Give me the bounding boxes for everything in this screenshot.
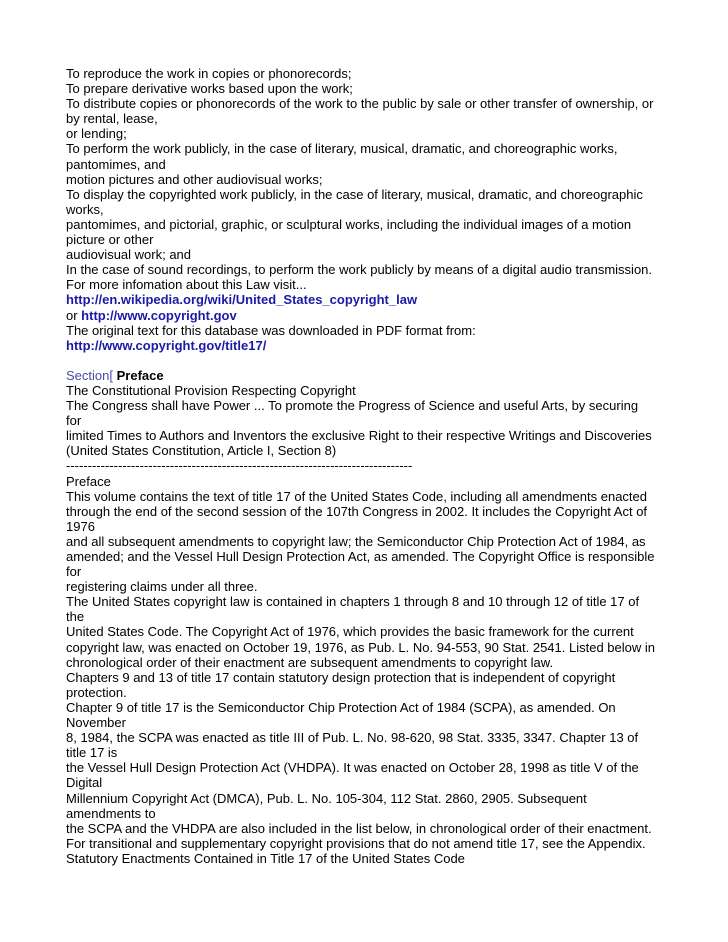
text-line: 8, 1984, the SCPA was enacted as title III of Pub. L. No. 98-620, 98 Stat. 3335, 3347. Chapter 13 of [66,730,639,746]
text-line: title 17 is [66,745,118,761]
text-line: For more infomation about this Law visit... [66,277,307,293]
text-line: amended; and the Vessel Hull Design Protection Act, as amended. The Copyright Office is responsible [66,549,655,564]
text-line: Chapters 9 and 13 of title 17 contain statutory design protection that is independent of copyright [66,669,616,685]
copyright-gov-link[interactable]: http://www.copyright.gov [81,307,237,323]
section-label: Section[ [66,367,113,383]
text-line: protection. [66,684,127,700]
text-line: November [66,715,126,731]
text-line: for [66,413,82,429]
document-page [66,66,666,866]
text-line: The Constitutional Provision Respecting Copyright [66,382,356,398]
text-line: The Congress shall have Power ... To promote the Progress of Science and useful Arts, by securing [66,398,639,414]
text-line: copyright law, was enacted on October 19, 1976, as Pub. L. No. 94-553, 90 Stat. 2541. Listed below in [66,639,655,655]
text-line: the Vessel Hull Design Protection Act (VHDPA). It was enacted on October 28, 1998 as title V of the [66,760,639,776]
text-line: the SCPA and the VHDPA are also included in the list below, in chronological order of their enactment. [66,820,652,836]
section-title: Preface [116,367,164,383]
section-heading [66,368,666,383]
text-line: or lending; [66,126,127,142]
text-line: pantomimes, and [66,156,166,172]
text-line: Millennium Copyright Act (DMCA), Pub. L. No. 105-304, 112 Stat. 2860, 2905. Subsequent [66,790,587,806]
text-line: To display the copyrighted work publicly, in the case of literary, musical, dramatic, and choreographic [66,186,643,202]
text-line: Preface [66,473,111,489]
text-line: Chapter 9 of title 17 is the Semiconductor Chip Protection Act of 1984 (SCPA), as amended. On [66,699,616,715]
text-line: The United States copyright law is contained in chapters 1 through 8 and 10 through 12 of title 17 of [66,594,640,610]
wikipedia-link[interactable]: http://en.wikipedia.org/wiki/United_States_copyright_law [66,292,418,308]
text-line: the [66,609,85,625]
text-line: picture or other [66,232,154,248]
text-line: chronological order of their enactment are subsequent amendments to copyright law. [66,654,554,670]
or-text: or [66,307,82,323]
text-line: audiovisual work; and [66,247,192,263]
text-line: pantomimes, and pictorial, graphic, or sculptural works, including the individual images of a motion [66,216,632,232]
title17-link[interactable]: http://www.copyright.gov/title17/ [66,337,267,353]
preface-body [66,383,666,866]
text-line: To distribute copies or phonorecords of the work to the public by sale or other transfer of ownership, or [66,96,654,112]
text-line: To reproduce the work in copies or phonorecords; [66,66,352,81]
text-line: motion pictures and other audiovisual works; [66,171,323,187]
rights-list [66,66,666,292]
text-line: (United States Constitution, Article I, Section 8) [66,443,337,459]
text-line: In the case of sound recordings, to perform the work publicly by means of a digital audio transmission. [66,262,653,278]
gov-link-line [66,308,666,323]
text-line: -------------------------------------------------------------------------------- [66,458,413,474]
text-line: by rental, lease, [66,111,158,127]
text-line: Digital [66,775,103,791]
paragraph-gap [66,353,666,368]
text-line: For transitional and supplementary copyright provisions that do not amend title 17, see the Appendix. [66,835,646,851]
text-line: Statutory Enactments Contained in Title 17 of the United States Code [66,850,465,866]
text-line: and all subsequent amendments to copyright law; the Semiconductor Chip Protection Act of 1984, as [66,533,646,549]
original-text-note: The original text for this database was downloaded in PDF format from: [66,322,476,338]
text-line: United States Code. The Copyright Act of 1976, which provides the basic framework for the current [66,624,634,640]
text-line: amendments to [66,805,156,821]
text-line: 1976 [66,518,95,534]
text-line: To prepare derivative works based upon the work; [66,81,353,97]
text-line: This volume contains the text of title 17 of the United States Code, including all amendments enacted [66,488,648,504]
text-line: registering claims under all three. [66,579,258,595]
text-line: through the end of the second session of the 107th Congress in 2002. It includes the Copyright Act of [66,503,648,519]
text-line: works, [66,201,104,217]
text-line: limited Times to Authors and Inventors the exclusive Right to their respective Writings and Discoveries [66,428,652,444]
text-line: To perform the work publicly, in the case of literary, musical, dramatic, and choreographic works, [66,141,618,157]
text-line: for [66,564,82,580]
